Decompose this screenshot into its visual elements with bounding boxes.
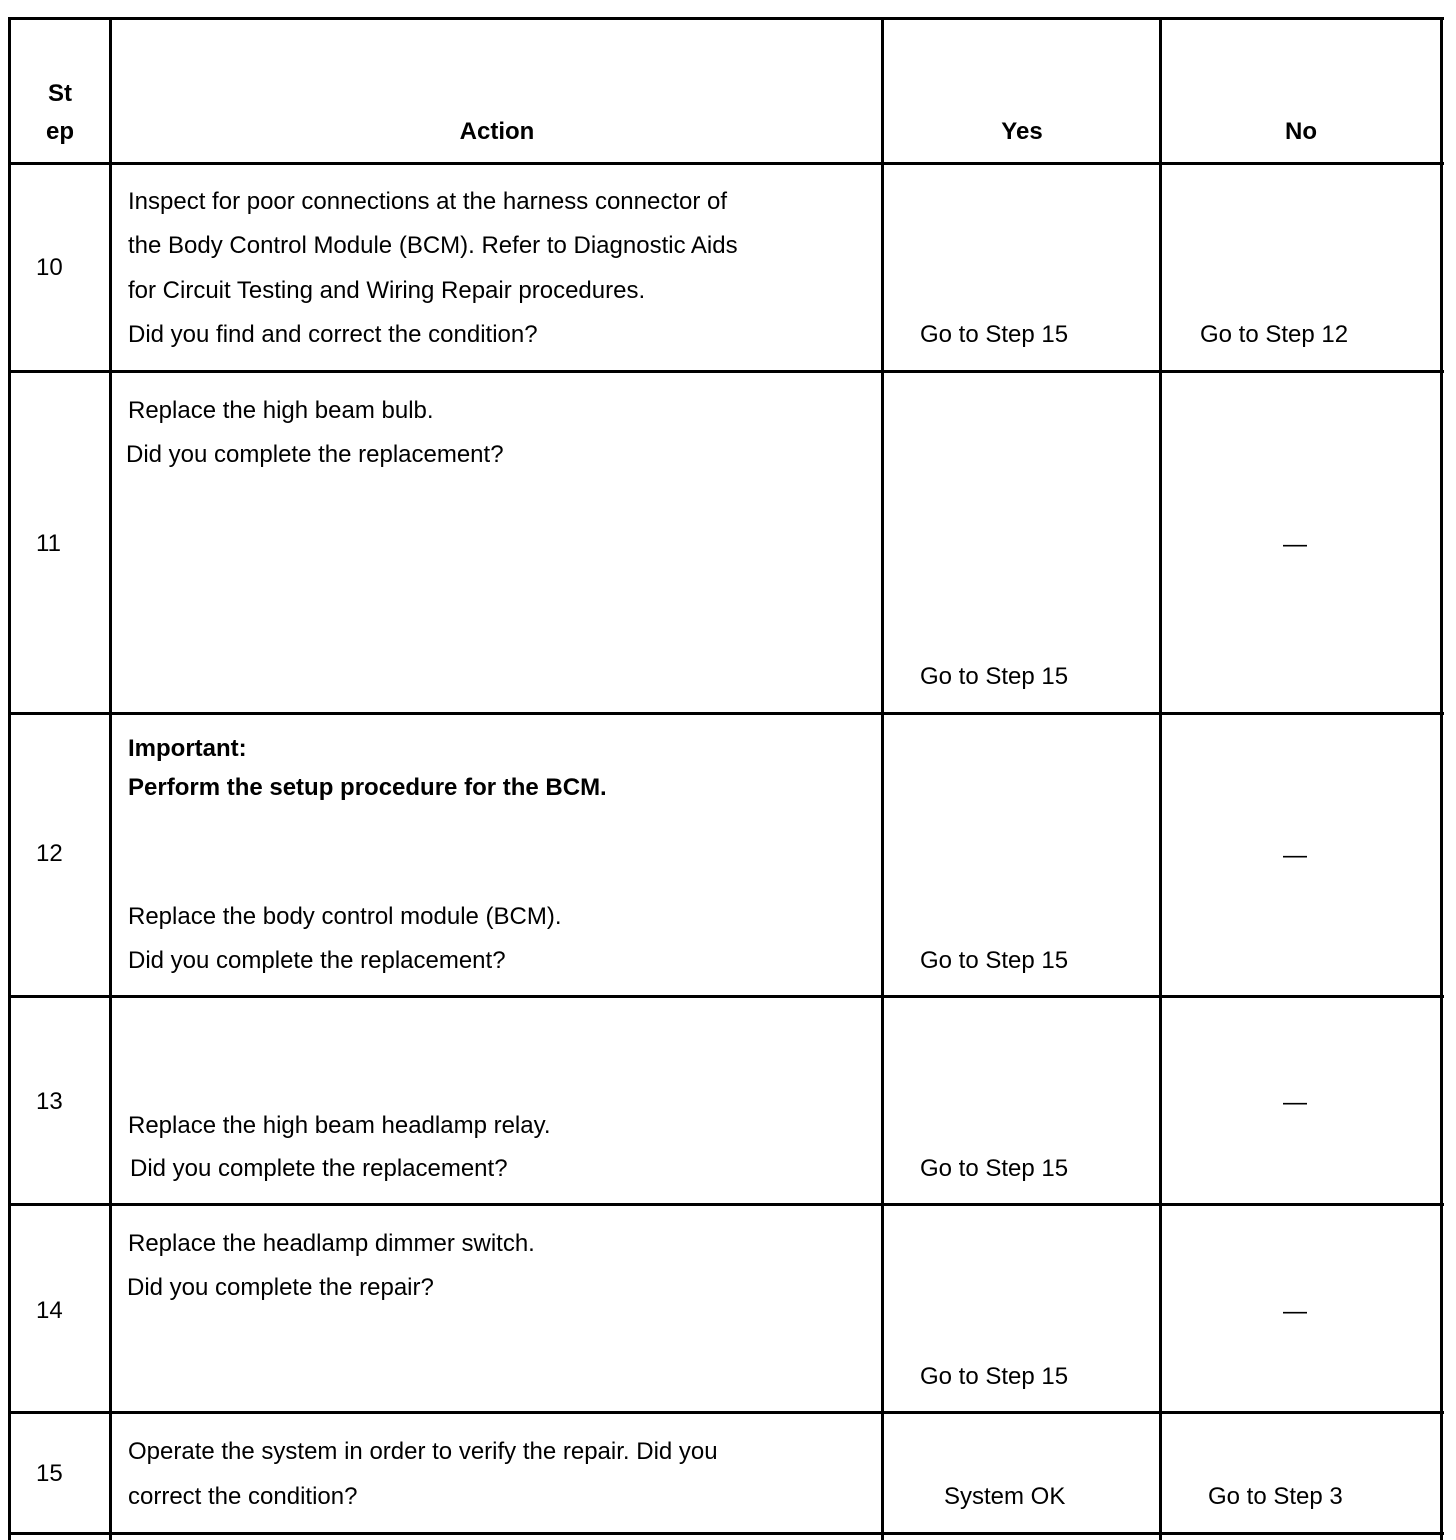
no-result: Go to Step 3 xyxy=(1208,1483,1343,1510)
header-yes: Yes xyxy=(1001,118,1043,145)
yes-result: Go to Step 15 xyxy=(920,947,1069,974)
yes-result: Go to Step 15 xyxy=(920,1155,1069,1182)
table-border-bottom xyxy=(8,1532,1444,1535)
header-divider xyxy=(8,162,1444,165)
action-question: Did you complete the repair? xyxy=(127,1274,434,1301)
yes-result: Go to Step 15 xyxy=(920,663,1069,690)
header-no: No xyxy=(1285,118,1317,145)
action-question: Did you complete the replacement? xyxy=(128,947,506,974)
row-divider xyxy=(8,370,1444,373)
no-result: — xyxy=(1283,842,1307,869)
step-number: 10 xyxy=(36,254,63,281)
action-text: Operate the system in order to verify the repair. Did you xyxy=(128,1438,718,1465)
step-number: 12 xyxy=(36,840,63,867)
action-question: correct the condition? xyxy=(128,1483,358,1510)
action-text: Replace the headlamp dimmer switch. xyxy=(128,1230,535,1257)
action-text: Replace the body control module (BCM). xyxy=(128,903,562,930)
yes-result: Go to Step 15 xyxy=(920,1363,1069,1390)
important-note: Perform the setup procedure for the BCM. xyxy=(128,774,607,801)
no-result: — xyxy=(1283,1089,1307,1116)
row-divider xyxy=(8,712,1444,715)
action-text: the Body Control Module (BCM). Refer to Diagnostic Aids xyxy=(128,232,738,259)
no-result: Go to Step 12 xyxy=(1200,321,1349,348)
column-divider xyxy=(881,17,884,1540)
table-border-left xyxy=(8,17,11,1540)
row-divider xyxy=(8,1411,1444,1414)
step-number: 13 xyxy=(36,1088,63,1115)
step-number: 14 xyxy=(36,1297,63,1324)
action-text: Replace the high beam bulb. xyxy=(128,397,434,424)
step-number: 11 xyxy=(36,530,61,557)
column-divider xyxy=(109,17,112,1540)
yes-result: Go to Step 15 xyxy=(920,321,1069,348)
header-action: Action xyxy=(459,118,535,145)
table-border-right xyxy=(1440,17,1443,1540)
yes-result: System OK xyxy=(944,1483,1066,1510)
action-text: Inspect for poor connections at the harness connector of xyxy=(128,188,728,215)
step-number: 15 xyxy=(36,1460,63,1487)
important-label: Important: xyxy=(128,735,247,762)
action-question: Did you find and correct the condition? xyxy=(128,321,538,348)
header-step-line2: ep xyxy=(45,118,74,145)
no-result: — xyxy=(1283,1298,1307,1325)
row-divider xyxy=(8,1203,1444,1206)
action-question: Did you complete the replacement? xyxy=(126,441,504,468)
action-text: Replace the high beam headlamp relay. xyxy=(128,1112,551,1139)
no-result: — xyxy=(1283,531,1307,558)
header-step xyxy=(10,80,110,146)
action-question: Did you complete the replacement? xyxy=(130,1155,508,1182)
header-step-line1: St xyxy=(48,80,72,107)
row-divider xyxy=(8,995,1444,998)
table-border-top xyxy=(8,17,1444,20)
action-text: for Circuit Testing and Wiring Repair procedures. xyxy=(128,277,646,304)
